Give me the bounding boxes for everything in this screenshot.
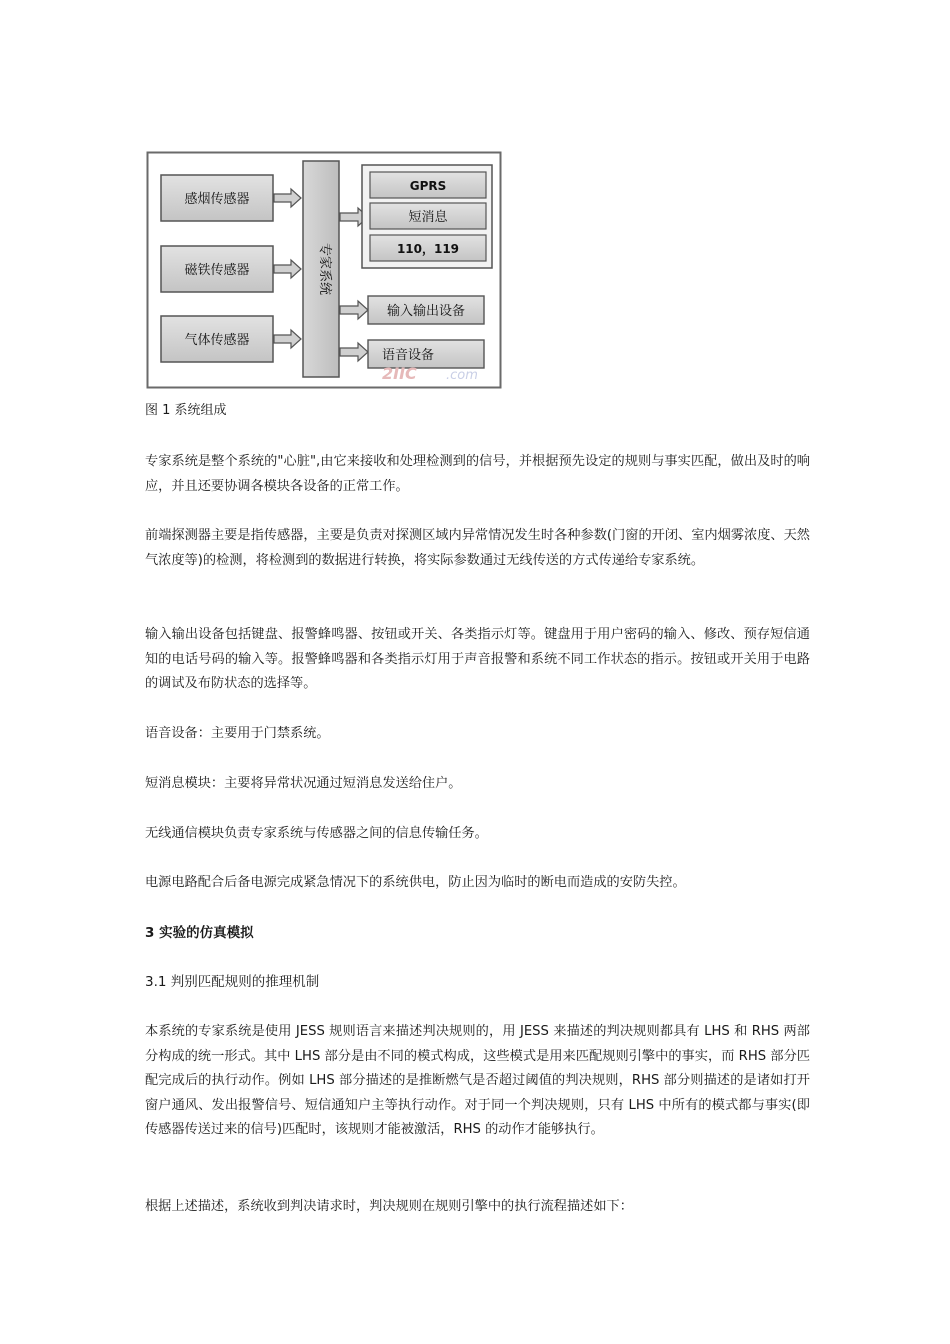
section-heading-3: 3 实验的仿真模拟 (145, 925, 254, 941)
io-device-label: 输入输出设备 (386, 304, 466, 319)
paragraph-io-device: 输入输出设备包括键盘、报警蜂鸣器、按钮或开关、各类指示灯等。键盘用于用户密码的输入、修改、预存短信通知的电话号码的输入等。报警蜂鸣器和各类指示灯用于声音报警和系统不同工作状态的指示。按钮或开关用于电路的调试及布防状态的选择等。 (145, 627, 810, 691)
comm-label-sms: 短消息 (408, 210, 448, 225)
expert-system-label: 专家系统 (317, 242, 332, 296)
paragraph-front-detector: 前端探测器主要是指传感器，主要是负责对探测区域内异常情况发生时各种参数(门窗的开闭、室内烟雾浓度、天然气浓度等)的检测，将检测到的数据进行转换，将实际参数通过无线传送的方式传递给专家系统。 (145, 528, 810, 568)
system-diagram-svg (146, 151, 502, 389)
comm-label-gprs: GPRS (409, 179, 447, 193)
comm-label-emergency: 110，119 (396, 242, 460, 256)
paragraph-voice-device: 语音设备：主要用于门禁系统。 (145, 726, 330, 741)
sensor-label-smoke: 感烟传感器 (184, 192, 250, 207)
paragraph-wireless-module: 无线通信模块负责专家系统与传感器之间的信息传输任务。 (145, 826, 488, 841)
paragraph-expert-system: 专家系统是整个系统的"心脏",由它来接收和处理检测到的信号，并根据预先设定的规则与事实匹配，做出及时的响应，并且还要协调各模块各设备的正常工作。 (145, 454, 810, 494)
paragraph-jess-rules: 本系统的专家系统是使用 JESS 规则语言来描述判决规则的，用 JESS 来描述的判决规则都具有 LHS 和 RHS 两部分构成的统一形式。其中 LHS 部分是由不同的模式构成，这些模式是用来匹配规则引擎中的事实，而 RHS 部分匹配完成后的执行动作。例如 LHS 部分描述的是推断燃气是否超过阈值的判决规则，RHS 部分则描述的是诸如打开窗户通风、发出报警信号、短信通知户主等执行动作。对于同一个判决规则，只有 LHS 中所有的模式都与事实(即传感器传送过来的信号)匹配时，该规则才能被激活，RHS 的动作才能够执行。 (145, 1024, 810, 1137)
paragraph-flow-intro: 根据上述描述，系统收到判决请求时，判决规则在规则引擎中的执行流程描述如下： (145, 1199, 633, 1214)
system-diagram (146, 151, 502, 389)
sensor-label-gas: 气体传感器 (184, 333, 250, 348)
watermark-logo-sub: .com (446, 368, 478, 383)
subsection-heading-3-1: 3.1 判别匹配规则的推理机制 (145, 974, 320, 990)
figure-caption: 图 1 系统组成 (145, 403, 227, 418)
sensor-label-magnet: 磁铁传感器 (184, 263, 250, 278)
voice-device-label: 语音设备 (381, 348, 435, 363)
paragraph-sms-module: 短消息模块：主要将异常状况通过短消息发送给住户。 (145, 776, 462, 791)
paragraph-power-circuit: 电源电路配合后备电源完成紧急情况下的系统供电，防止因为临时的断电而造成的安防失控。 (145, 875, 686, 890)
watermark-logo: 2IIC (382, 364, 417, 383)
